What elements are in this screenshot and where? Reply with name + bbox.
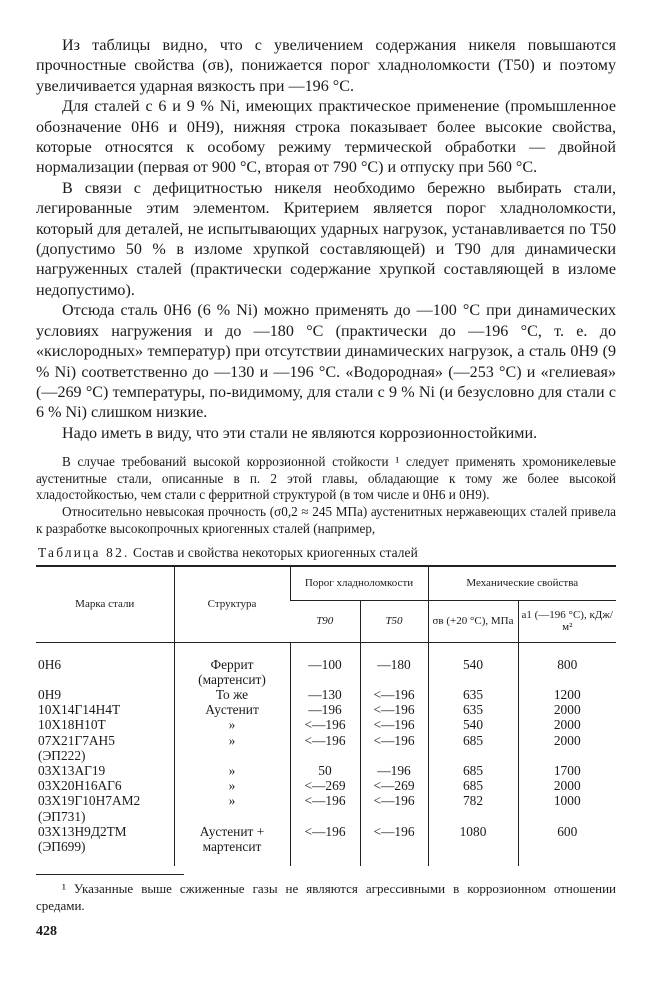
header-impact: a1 (—196 °С), кДж/м² <box>518 600 616 642</box>
cell-impact: 2000 <box>518 733 616 748</box>
cell-impact: 2000 <box>518 702 616 717</box>
table-row <box>36 824 616 839</box>
paragraph: Из таблицы видно, что с увеличением содержания никеля повышаются прочностные свойства (σв), понижается порог хладноломкости (T50) и поэтому увеличивается ударная вязкость при —196 °С. <box>36 37 616 95</box>
cell-sigma: 685 <box>428 733 518 748</box>
cell-grade: 0Н6 <box>38 656 62 672</box>
cell-structure: » <box>174 778 290 793</box>
cell-grade: 03Х20Н16АГ6 <box>38 778 122 794</box>
cell-grade: 03Х13Н9Д2ТМ <box>38 823 127 839</box>
cell-grade: (ЭП222) <box>38 747 86 763</box>
cell-t50: <—196 <box>360 733 428 748</box>
cell-t50: <—196 <box>360 824 428 839</box>
cell-structure: Феррит <box>174 657 290 672</box>
header-grade: Марка стали <box>36 566 174 642</box>
cell-sigma: 540 <box>428 657 518 672</box>
page <box>36 36 616 940</box>
cell-t50: <—269 <box>360 778 428 793</box>
cell-impact: 2000 <box>518 717 616 732</box>
cell-grade: 10Х14Г14Н4Т <box>38 702 121 718</box>
cell-structure: » <box>174 763 290 778</box>
cell-t50: <—196 <box>360 717 428 732</box>
cell-grade: 07Х21Г7АН5 <box>38 732 115 748</box>
table-row <box>36 733 616 748</box>
cell-t50: <—196 <box>360 702 428 717</box>
table-row <box>36 748 616 763</box>
cell-grade: 03Х13АГ19 <box>38 763 106 779</box>
cell-t50: —180 <box>360 657 428 672</box>
header-t50: T50 <box>360 600 428 642</box>
cell-t50: <—196 <box>360 687 428 702</box>
cell-grade: (ЭП699) <box>38 839 86 855</box>
cell-t90 <box>290 672 360 687</box>
cell-structure <box>174 748 290 763</box>
cell-t90: —130 <box>290 687 360 702</box>
cell-t90: —100 <box>290 657 360 672</box>
cell-t90: 50 <box>290 763 360 778</box>
cell-impact <box>518 672 616 687</box>
small-paragraph: В случае требований высокой коррозионной стойкости ¹ следует применять хромоникелевые аустенитные стали, описанные в п. 2 этой главы, обладающие к тому же более высокой хладостойкостью, чем стали с ферритной структурой (в том числе и 0Н6 и 0Н9). <box>36 454 616 503</box>
cell-t90: —196 <box>290 702 360 717</box>
cell-t90: <—196 <box>290 793 360 808</box>
cell-t50 <box>360 672 428 687</box>
cell-t90: <—196 <box>290 717 360 732</box>
table-row <box>36 793 616 808</box>
cell-grade: 03Х19Г10Н7АМ2 <box>38 793 141 809</box>
cell-structure: » <box>174 793 290 808</box>
table-row <box>36 839 616 854</box>
header-structure: Структура <box>174 566 290 642</box>
header-mech: Механические свойства <box>428 566 616 600</box>
cell-t90 <box>290 809 360 824</box>
cell-t90 <box>290 748 360 763</box>
cell-t50: <—196 <box>360 793 428 808</box>
cell-structure: (мартенсит) <box>174 672 290 687</box>
cell-t50: —196 <box>360 763 428 778</box>
cell-structure: Аустенит <box>174 702 290 717</box>
cell-structure: мартенсит <box>174 839 290 854</box>
table-row <box>36 657 616 672</box>
table-row <box>36 687 616 702</box>
steel-properties-table <box>36 565 616 866</box>
cell-t90: <—196 <box>290 733 360 748</box>
cell-impact: 1700 <box>518 763 616 778</box>
header-threshold: Порог хладноломкости <box>290 566 428 600</box>
table-caption <box>38 545 616 561</box>
cell-structure: Аустенит + <box>174 824 290 839</box>
cell-sigma <box>428 672 518 687</box>
paragraph: В связи с дефицитностью никеля необходимо бережно выбирать стали, легированные этим элементом. Критерием является порог хладноломкости, который для деталей, не испытывающих ударных нагрузок, устанавливается по T50 (допустимо 50 % в изломе хрупкой составляющей) и T90 для динамически нагруженных сталей (практически содержание хрупкой составляющей в изломе недопустимо). <box>36 179 616 299</box>
cell-structure: » <box>174 717 290 732</box>
cell-grade <box>36 672 174 687</box>
header-t90: T90 <box>290 600 360 642</box>
cell-t90: <—196 <box>290 824 360 839</box>
footnote-rule <box>36 874 184 875</box>
cell-t50 <box>360 748 428 763</box>
cell-impact <box>518 748 616 763</box>
cell-impact: 2000 <box>518 778 616 793</box>
table-body <box>36 642 616 866</box>
table-row <box>36 702 616 717</box>
header-sigma: σв (+20 °С), МПа <box>428 600 518 642</box>
table-row <box>36 717 616 732</box>
cell-sigma <box>428 748 518 763</box>
cell-sigma: 540 <box>428 717 518 732</box>
cell-impact <box>518 839 616 854</box>
cell-impact: 600 <box>518 824 616 839</box>
table-row <box>36 809 616 824</box>
cell-t90 <box>290 839 360 854</box>
cell-sigma <box>428 809 518 824</box>
cell-sigma: 685 <box>428 778 518 793</box>
cell-t90: <—269 <box>290 778 360 793</box>
cell-structure <box>174 809 290 824</box>
table-row <box>36 778 616 793</box>
cell-structure: » <box>174 733 290 748</box>
cell-t50 <box>360 839 428 854</box>
cell-sigma: 1080 <box>428 824 518 839</box>
cell-impact: 1000 <box>518 793 616 808</box>
cell-sigma <box>428 839 518 854</box>
paragraph: Надо иметь в виду, что эти стали не являются коррозионностойкими. <box>62 424 538 442</box>
cell-structure: То же <box>174 687 290 702</box>
paragraph: Отсюда сталь 0Н6 (6 % Ni) можно применять до —100 °С при динамических условиях нагружения и до —180 °С (практически до —196 °С, т. е. до «кислородных» температур) при отсутствии динамических нагрузок, а сталь 0Н9 (9 % Ni) соответственно до —130 и —196 °С. «Водородная» (—253 °С) и «гелиевая» (—269 °С) температуры, по-видимому, для стали с 9 % Ni (и безусловно для стали с 6 % Ni) слишком низкие. <box>36 302 616 422</box>
table-row <box>36 763 616 778</box>
cell-grade: 0Н9 <box>38 687 62 702</box>
cell-t50 <box>360 809 428 824</box>
cell-impact: 1200 <box>518 687 616 702</box>
cell-grade: 10Х18Н10Т <box>38 717 106 733</box>
cell-sigma: 685 <box>428 763 518 778</box>
cell-sigma: 635 <box>428 702 518 717</box>
small-paragraph: Относительно невысокая прочность (σ0,2 ≈ 245 МПа) аустенитных нержавеющих сталей привела к разработке высокопрочных криогенных сталей (например, <box>36 503 616 536</box>
footnote: ¹ Указанные выше сжиженные газы не являются агрессивными в коррозионном отношении средами. <box>36 881 616 913</box>
page-number: 428 <box>36 924 57 940</box>
table-caption-text: Состав и свойства некоторых криогенных сталей <box>132 545 418 561</box>
table-caption-label: Таблица 82. <box>38 545 130 561</box>
cell-grade: (ЭП731) <box>38 808 86 824</box>
cell-sigma: 782 <box>428 793 518 808</box>
cell-impact: 800 <box>518 657 616 672</box>
cell-impact <box>518 809 616 824</box>
paragraph: Для сталей с 6 и 9 % Ni, имеющих практическое применение (промышленное обозначение 0Н6 и 0Н9), нижняя строка показывает более высокие свойства, которые относятся к особому режиму термической обработки — двойной нормализации (первая от 900 °С, вторая от 790 °С) и отпуску при 560 °С. <box>36 98 616 177</box>
cell-sigma: 635 <box>428 687 518 702</box>
table-row <box>36 672 616 687</box>
